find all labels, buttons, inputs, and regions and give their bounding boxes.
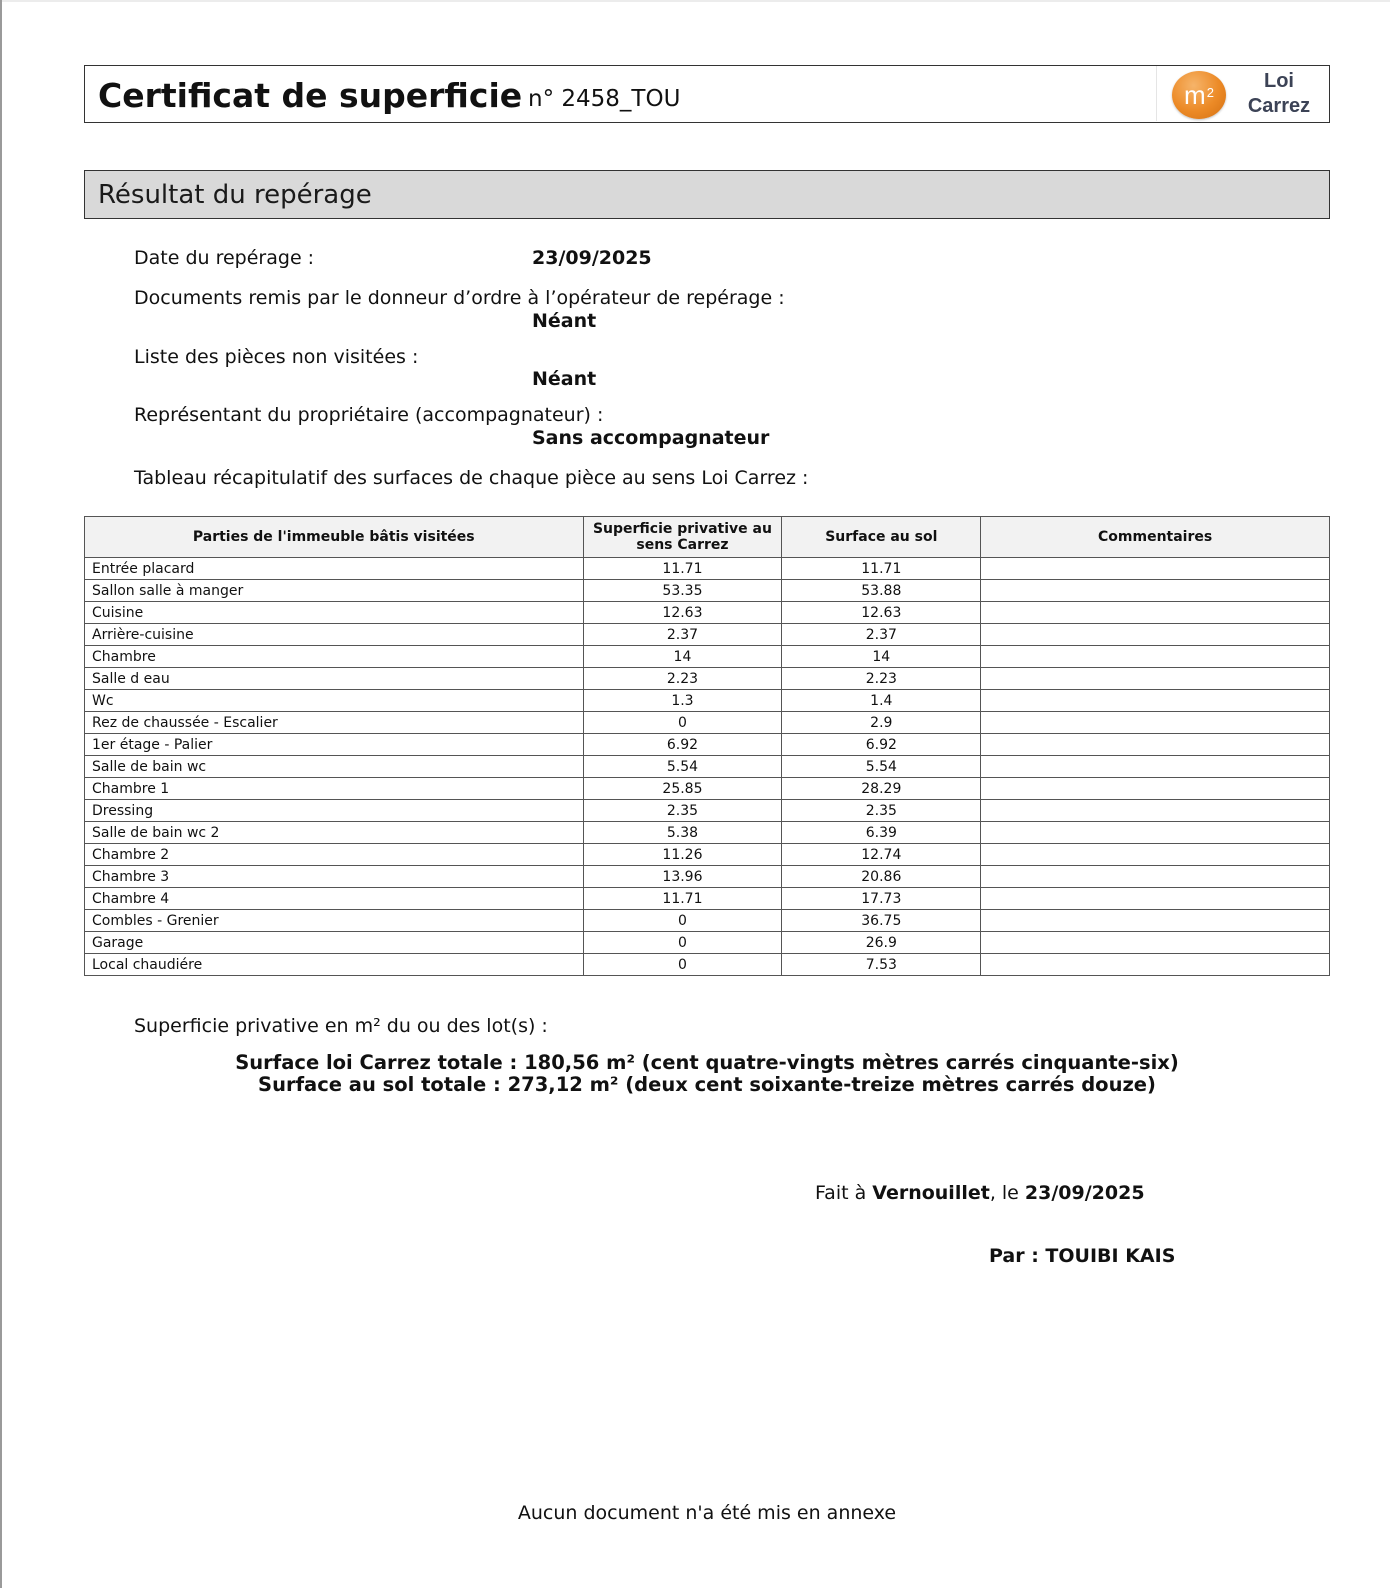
carrez-cell: 11.71 bbox=[583, 558, 782, 580]
table-row bbox=[85, 646, 1330, 668]
header-comments: Commentaires bbox=[981, 517, 1330, 558]
unvisited-rooms-value: Néant bbox=[532, 368, 597, 390]
surfaces-table bbox=[84, 516, 1330, 976]
table-row bbox=[85, 734, 1330, 756]
table-row bbox=[85, 756, 1330, 778]
room-cell: Dressing bbox=[85, 800, 584, 822]
signed-by: Par : TOUIBI KAIS bbox=[989, 1245, 1176, 1267]
carrez-cell: 11.71 bbox=[583, 888, 782, 910]
made-at-line bbox=[815, 1182, 1145, 1204]
table-row bbox=[85, 866, 1330, 888]
carrez-cell: 5.38 bbox=[583, 822, 782, 844]
room-cell: Salle d eau bbox=[85, 668, 584, 690]
table-row bbox=[85, 558, 1330, 580]
table-row bbox=[85, 932, 1330, 954]
certificate-number: n° 2458_TOU bbox=[528, 86, 681, 112]
table-row bbox=[85, 690, 1330, 712]
carrez-cell: 25.85 bbox=[583, 778, 782, 800]
carrez-cell: 0 bbox=[583, 954, 782, 976]
sol-cell: 17.73 bbox=[782, 888, 981, 910]
comment-cell bbox=[981, 580, 1330, 602]
carrez-cell: 0 bbox=[583, 932, 782, 954]
carrez-cell: 1.3 bbox=[583, 690, 782, 712]
date-prefix: , le bbox=[989, 1182, 1025, 1204]
room-cell: Chambre bbox=[85, 646, 584, 668]
sol-cell: 20.86 bbox=[782, 866, 981, 888]
header-room: Parties de l'immeuble bâtis visitées bbox=[85, 517, 584, 558]
table-row bbox=[85, 580, 1330, 602]
comment-cell bbox=[981, 624, 1330, 646]
carrez-cell: 6.92 bbox=[583, 734, 782, 756]
carrez-cell: 2.23 bbox=[583, 668, 782, 690]
total-carrez: Surface loi Carrez totale : 180,56 m² (cent quatre-vingts mètres carrés cinquante-six) bbox=[235, 1051, 1179, 1074]
room-cell: Chambre 1 bbox=[85, 778, 584, 800]
comment-cell bbox=[981, 844, 1330, 866]
sol-cell: 7.53 bbox=[782, 954, 981, 976]
sol-cell: 6.39 bbox=[782, 822, 981, 844]
comment-cell bbox=[981, 712, 1330, 734]
room-cell: Chambre 4 bbox=[85, 888, 584, 910]
loi-carrez-logo bbox=[1156, 66, 1329, 121]
carrez-cell: 0 bbox=[583, 712, 782, 734]
comment-cell bbox=[981, 558, 1330, 580]
sol-cell: 36.75 bbox=[782, 910, 981, 932]
carrez-cell: 2.35 bbox=[583, 800, 782, 822]
comment-cell bbox=[981, 910, 1330, 932]
table-row bbox=[85, 844, 1330, 866]
room-cell: Cuisine bbox=[85, 602, 584, 624]
signature-date: 23/09/2025 bbox=[1024, 1182, 1145, 1204]
room-cell: Combles - Grenier bbox=[85, 910, 584, 932]
room-cell: 1er étage - Palier bbox=[85, 734, 584, 756]
carrez-cell: 13.96 bbox=[583, 866, 782, 888]
sol-cell: 12.63 bbox=[782, 602, 981, 624]
logo-superscript: 2 bbox=[1206, 84, 1214, 100]
room-cell: Wc bbox=[85, 690, 584, 712]
sol-cell: 2.37 bbox=[782, 624, 981, 646]
comment-cell bbox=[981, 954, 1330, 976]
section-title: Résultat du repérage bbox=[98, 180, 372, 210]
documents-value: Néant bbox=[532, 310, 597, 332]
sol-cell: 6.92 bbox=[782, 734, 981, 756]
comment-cell bbox=[981, 932, 1330, 954]
sol-cell: 2.35 bbox=[782, 800, 981, 822]
room-cell: Local chaudiére bbox=[85, 954, 584, 976]
documents-label: Documents remis par le donneur d’ordre à l’opérateur de repérage : bbox=[134, 287, 785, 309]
room-cell: Arrière-cuisine bbox=[85, 624, 584, 646]
comment-cell bbox=[981, 756, 1330, 778]
room-cell: Salle de bain wc 2 bbox=[85, 822, 584, 844]
city: Vernouillet bbox=[872, 1182, 990, 1204]
sol-cell: 5.54 bbox=[782, 756, 981, 778]
sol-cell: 26.9 bbox=[782, 932, 981, 954]
sol-cell: 28.29 bbox=[782, 778, 981, 800]
sol-cell: 2.9 bbox=[782, 712, 981, 734]
comment-cell bbox=[981, 866, 1330, 888]
comment-cell bbox=[981, 690, 1330, 712]
comment-cell bbox=[981, 602, 1330, 624]
sol-cell: 1.4 bbox=[782, 690, 981, 712]
sol-cell: 14 bbox=[782, 646, 981, 668]
m2-icon bbox=[1172, 71, 1226, 119]
logo-symbol: m bbox=[1184, 79, 1206, 110]
room-cell: Sallon salle à manger bbox=[85, 580, 584, 602]
table-row bbox=[85, 712, 1330, 734]
table-header-row bbox=[85, 517, 1330, 558]
table-intro: Tableau récapitulatif des surfaces de chaque pièce au sens Loi Carrez : bbox=[134, 467, 809, 489]
header-carrez: Superficie privative au sens Carrez bbox=[583, 517, 782, 558]
table-row bbox=[85, 888, 1330, 910]
date-value: 23/09/2025 bbox=[532, 247, 652, 269]
total-sol: Surface au sol totale : 273,12 m² (deux cent soixante-treize mètres carrés douze) bbox=[258, 1073, 1156, 1096]
logo-text-line1: Loi bbox=[1264, 70, 1294, 92]
table-row bbox=[85, 602, 1330, 624]
carrez-cell: 5.54 bbox=[583, 756, 782, 778]
table-row bbox=[85, 668, 1330, 690]
certificate-header bbox=[84, 65, 1330, 123]
made-at-prefix: Fait à bbox=[815, 1182, 873, 1204]
carrez-cell: 2.37 bbox=[583, 624, 782, 646]
table-row bbox=[85, 910, 1330, 932]
table-row bbox=[85, 778, 1330, 800]
comment-cell bbox=[981, 668, 1330, 690]
room-cell: Rez de chaussée - Escalier bbox=[85, 712, 584, 734]
comment-cell bbox=[981, 800, 1330, 822]
sol-cell: 12.74 bbox=[782, 844, 981, 866]
representative-value: Sans accompagnateur bbox=[532, 427, 770, 449]
carrez-cell: 14 bbox=[583, 646, 782, 668]
carrez-cell: 0 bbox=[583, 910, 782, 932]
sol-cell: 11.71 bbox=[782, 558, 981, 580]
sol-cell: 2.23 bbox=[782, 668, 981, 690]
unvisited-rooms-label: Liste des pièces non visitées : bbox=[134, 346, 419, 368]
room-cell: Chambre 3 bbox=[85, 866, 584, 888]
logo-text-line2: Carrez bbox=[1247, 95, 1311, 117]
carrez-cell: 11.26 bbox=[583, 844, 782, 866]
room-cell: Garage bbox=[85, 932, 584, 954]
document-title: Certificat de superficie bbox=[98, 76, 523, 115]
carrez-cell: 12.63 bbox=[583, 602, 782, 624]
carrez-cell: 53.35 bbox=[583, 580, 782, 602]
table-row bbox=[85, 800, 1330, 822]
room-cell: Salle de bain wc bbox=[85, 756, 584, 778]
room-cell: Chambre 2 bbox=[85, 844, 584, 866]
room-cell: Entrée placard bbox=[85, 558, 584, 580]
totals-label: Superficie privative en m² du ou des lot(s) : bbox=[134, 1015, 548, 1037]
table-row bbox=[85, 822, 1330, 844]
comment-cell bbox=[981, 822, 1330, 844]
comment-cell bbox=[981, 646, 1330, 668]
comment-cell bbox=[981, 778, 1330, 800]
representative-label: Représentant du propriétaire (accompagnateur) : bbox=[134, 404, 604, 426]
page-top-rule bbox=[2, 0, 1390, 2]
sol-cell: 53.88 bbox=[782, 580, 981, 602]
table-row bbox=[85, 954, 1330, 976]
annex-note: Aucun document n'a été mis en annexe bbox=[517, 1502, 897, 1524]
table-body bbox=[85, 558, 1330, 976]
comment-cell bbox=[981, 888, 1330, 910]
date-label: Date du repérage : bbox=[134, 247, 315, 269]
table-row bbox=[85, 624, 1330, 646]
comment-cell bbox=[981, 734, 1330, 756]
header-sol: Surface au sol bbox=[782, 517, 981, 558]
logo-text bbox=[1239, 69, 1319, 119]
section-header bbox=[84, 170, 1330, 219]
